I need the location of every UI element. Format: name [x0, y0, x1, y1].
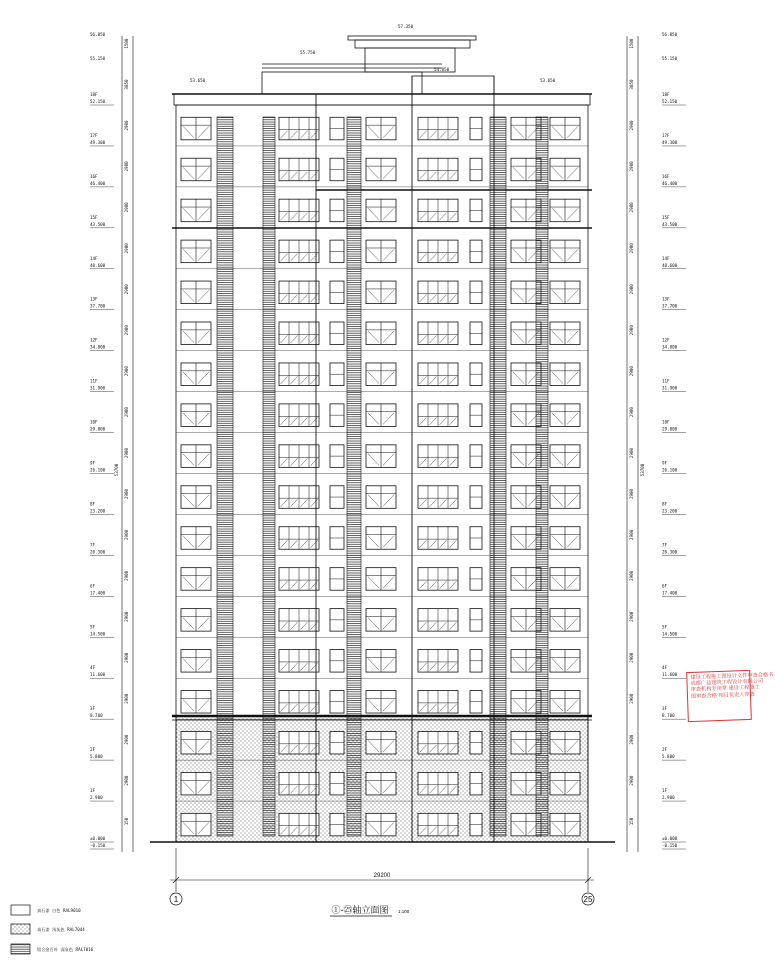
level-elevation: ±0.000: [662, 836, 678, 841]
floor-label: 15F: [90, 214, 98, 220]
level-elevation: 52.150: [662, 99, 678, 104]
window: [279, 404, 319, 427]
dim-label: 2900: [629, 284, 634, 295]
window: [366, 486, 396, 509]
window: [279, 731, 319, 754]
level-elevation: 2.900: [90, 795, 103, 801]
floor-label: 17F: [90, 132, 98, 138]
level-elevation: 43.500: [662, 221, 678, 227]
dim-label: 2900: [629, 734, 634, 745]
floor-label: 17F: [662, 132, 670, 138]
dim-label: 2900: [629, 652, 634, 663]
floor-label: 13F: [90, 296, 98, 302]
floor-label: 7F: [662, 542, 668, 548]
window: [418, 527, 458, 550]
level-elevation: 11.600: [662, 672, 678, 678]
window: [366, 691, 396, 714]
level-elevation: 49.300: [662, 139, 678, 145]
window: [418, 445, 458, 468]
window: [418, 158, 458, 181]
window: [181, 363, 211, 386]
window: [330, 772, 344, 795]
dim-label: 2900: [124, 734, 129, 745]
window: [181, 691, 211, 714]
level-elevation: -0.150: [90, 843, 106, 848]
window: [550, 117, 580, 140]
stair-tower: [412, 76, 494, 94]
window: [279, 240, 319, 263]
legend: [11, 905, 94, 954]
window: [181, 486, 211, 509]
floor-label: 9F: [90, 460, 96, 466]
legend-text-plain: 真石漆 白色 RAL9010: [37, 908, 81, 913]
window: [330, 813, 344, 836]
level-elevation: 34.800: [662, 344, 678, 350]
window: [366, 117, 396, 140]
level-elevation: 20.300: [90, 549, 106, 555]
level-elevation: 46.400: [90, 180, 106, 186]
level-elevation: 5.800: [662, 754, 675, 760]
window: [418, 117, 458, 140]
level-elevation: 8.700: [90, 713, 103, 719]
window: [330, 158, 344, 181]
window: [470, 199, 482, 222]
window: [330, 568, 344, 591]
dim-label: 2900: [124, 284, 129, 295]
window: [550, 527, 580, 550]
window: [550, 609, 580, 632]
dim-label: 2900: [629, 570, 634, 581]
window: [550, 445, 580, 468]
floor-label: 3F: [90, 706, 96, 712]
parapet-left-elev: 53.650: [190, 78, 206, 83]
window: [279, 813, 319, 836]
louver-column: [217, 117, 233, 836]
dim-label: 2900: [124, 488, 129, 500]
overall-width-dim: 29200: [373, 873, 391, 879]
window: [181, 609, 211, 632]
dim-label: 2900: [629, 529, 634, 540]
window: [181, 568, 211, 591]
window: [181, 240, 211, 263]
window: [330, 404, 344, 427]
dim-label: 2900: [124, 120, 129, 131]
window: [470, 691, 482, 714]
level-elevation: 11.600: [90, 672, 106, 678]
parapet-right-elev: 53.650: [540, 78, 556, 83]
window: [470, 445, 482, 468]
window: [470, 772, 482, 795]
window: [470, 527, 482, 550]
window: [330, 486, 344, 509]
dim-label: 2900: [629, 447, 634, 459]
window: [330, 322, 344, 345]
level-elevation: 40.600: [662, 262, 678, 268]
window: [181, 813, 211, 836]
machine-top-elev-left: 56.850: [90, 32, 106, 37]
machine-room: [355, 40, 470, 48]
level-elevation: 29.000: [662, 426, 678, 432]
floor-label: 5F: [662, 624, 668, 630]
level-elevation: 23.200: [662, 508, 678, 514]
floor-label: 1F: [90, 788, 96, 794]
window: [330, 609, 344, 632]
dim-label: 2900: [629, 120, 634, 131]
floor-label: 4F: [662, 665, 668, 671]
window: [366, 363, 396, 386]
window: [330, 363, 344, 386]
dim-label: 2900: [629, 611, 634, 622]
window: [181, 281, 211, 304]
level-elevation: 26.100: [662, 467, 678, 473]
floor-label: 7F: [90, 542, 96, 548]
dim-label: 2900: [629, 366, 634, 377]
window: [181, 158, 211, 181]
stair-roof-elev: 54.850: [434, 67, 450, 72]
dim-label: 2900: [629, 775, 634, 786]
stamp-line: 成都广益建筑工程设计有限公司: [690, 678, 764, 688]
window: [279, 691, 319, 714]
dim-label: 2900: [124, 407, 129, 418]
window: [550, 363, 580, 386]
dim-label: 1500: [629, 38, 634, 49]
window: [279, 568, 319, 591]
level-elevation: 34.800: [90, 344, 106, 350]
level-elevation: 49.300: [90, 139, 106, 145]
review-stamp: [686, 670, 774, 722]
window: [418, 199, 458, 222]
axis-label-right: 25: [583, 895, 593, 904]
machine-top2-elev-left: 55.150: [90, 56, 106, 61]
floor-label: 6F: [662, 583, 668, 589]
machine-top-elev-right: 56.850: [662, 32, 678, 37]
window: [470, 281, 482, 304]
level-elevation: 37.700: [90, 303, 106, 309]
window: [181, 117, 211, 140]
window: [470, 650, 482, 673]
level-elevation: 17.400: [90, 590, 106, 596]
window: [550, 158, 580, 181]
window: [366, 568, 396, 591]
window: [366, 199, 396, 222]
window: [550, 322, 580, 345]
floor-label: 11F: [90, 378, 98, 384]
window: [550, 240, 580, 263]
window: [470, 731, 482, 754]
floor-label: 2F: [662, 747, 668, 753]
window: [418, 240, 458, 263]
window: [366, 322, 396, 345]
dim-label: 2900: [124, 366, 129, 377]
level-elevation: 17.400: [662, 590, 678, 596]
window: [181, 772, 211, 795]
window: [470, 322, 482, 345]
window: [470, 609, 482, 632]
dim-label: 3850: [124, 79, 129, 90]
window: [181, 445, 211, 468]
window: [279, 322, 319, 345]
roof-parapet-left: [262, 72, 422, 94]
level-elevation: 5.800: [90, 754, 103, 760]
floor-label: 18F: [662, 92, 670, 97]
floor-label: 1F: [662, 788, 668, 794]
window: [181, 404, 211, 427]
window: [279, 158, 319, 181]
level-elevation: ±0.000: [90, 836, 106, 841]
window: [418, 691, 458, 714]
legend-swatch-hatched: [11, 944, 30, 954]
dim-label: 2900: [124, 529, 129, 540]
window: [366, 731, 396, 754]
window: [418, 322, 458, 345]
stamp-line: 图审查合格 项目负责人审查: [690, 691, 755, 700]
dim-label: 2900: [124, 775, 129, 786]
louver-column: [536, 117, 548, 836]
dim-label: 3850: [629, 79, 634, 90]
window: [550, 281, 580, 304]
window: [418, 609, 458, 632]
window: [366, 404, 396, 427]
window: [330, 650, 344, 673]
dim-label: 2900: [124, 611, 129, 622]
dim-label: 2900: [629, 243, 634, 254]
window: [330, 445, 344, 468]
louver-column: [263, 117, 275, 836]
floor-label: 14F: [662, 255, 670, 261]
dim-label: 2900: [629, 407, 634, 418]
floor-label: 10F: [662, 419, 670, 425]
window: [181, 199, 211, 222]
window: [470, 813, 482, 836]
window: [330, 199, 344, 222]
window: [470, 158, 482, 181]
dim-label: 2900: [124, 202, 129, 213]
window: [470, 117, 482, 140]
legend-swatch-dotted: [11, 924, 30, 934]
roof-top-elev: 57.350: [398, 24, 414, 29]
window: [181, 527, 211, 550]
level-elevation: 37.700: [662, 303, 678, 309]
window: [279, 281, 319, 304]
window: [418, 650, 458, 673]
window: [279, 199, 319, 222]
dim-label: 2900: [124, 325, 129, 336]
window: [330, 117, 344, 140]
floor-label: 16F: [90, 173, 98, 179]
floor-label: 10F: [90, 419, 98, 425]
dim-label: 2900: [124, 652, 129, 663]
window: [366, 527, 396, 550]
window: [470, 404, 482, 427]
dim-label: 150: [124, 817, 129, 826]
floor-label: 8F: [662, 501, 668, 507]
dim-label: 2900: [629, 161, 634, 172]
dim-label: 2900: [629, 693, 634, 704]
machine-top2-elev-right: 55.150: [662, 56, 678, 61]
window: [418, 404, 458, 427]
window: [279, 650, 319, 673]
window: [279, 117, 319, 140]
floor-label: 18F: [90, 92, 98, 97]
window: [550, 404, 580, 427]
window: [550, 813, 580, 836]
floor-label: 9F: [662, 460, 668, 466]
window: [366, 240, 396, 263]
window: [279, 486, 319, 509]
window: [330, 691, 344, 714]
level-elevation: 40.600: [90, 262, 106, 268]
level-elevation: 46.400: [662, 180, 678, 186]
dim-label: 150: [629, 817, 634, 826]
level-elevation: 31.900: [90, 385, 106, 391]
window: [279, 445, 319, 468]
level-elevation: 29.000: [90, 426, 106, 432]
window: [330, 240, 344, 263]
window: [550, 199, 580, 222]
rooftop-structures: [262, 36, 494, 94]
dim-label: 2900: [124, 693, 129, 704]
floor-label: 4F: [90, 665, 96, 671]
floor-label: 6F: [90, 583, 96, 589]
level-elevation: 52.150: [90, 99, 106, 104]
window: [550, 486, 580, 509]
level-elevation: 8.700: [662, 713, 675, 719]
legend-text-hatched: 铝合金百叶 深灰色 RAL7016: [37, 947, 94, 952]
window: [366, 650, 396, 673]
window: [366, 609, 396, 632]
window: [550, 650, 580, 673]
window: [330, 281, 344, 304]
window: [279, 363, 319, 386]
window: [181, 731, 211, 754]
window: [470, 363, 482, 386]
window: [279, 772, 319, 795]
legend-swatch-plain: [11, 905, 30, 915]
floor-label: 16F: [662, 173, 670, 179]
level-elevation: 43.500: [90, 221, 106, 227]
legend-text-dotted: 真石漆 浅灰色 RAL7044: [37, 927, 85, 932]
dim-label: 2900: [629, 325, 634, 336]
window: [418, 568, 458, 591]
dim-label: 2900: [124, 447, 129, 459]
floor-label: 12F: [90, 337, 98, 343]
window: [330, 527, 344, 550]
window: [418, 731, 458, 754]
dim-label: 2900: [629, 488, 634, 500]
window: [418, 486, 458, 509]
window: [470, 568, 482, 591]
window: [330, 731, 344, 754]
stamp-line: 建设工程施工图设计文件审查合格书: [690, 672, 774, 681]
roof-mid-elev: 55.750: [300, 50, 316, 55]
window: [550, 731, 580, 754]
louver-column: [347, 117, 361, 836]
louver-column: [490, 117, 506, 836]
dim-label: 2900: [124, 243, 129, 254]
level-elevation: 14.500: [662, 631, 678, 637]
level-elevation: 26.100: [90, 467, 106, 473]
window: [366, 772, 396, 795]
drawing-scale: 1:100: [398, 909, 410, 914]
machine-room-top: [348, 36, 476, 40]
floor-label: 3F: [662, 706, 668, 712]
dim-label: 2900: [629, 202, 634, 213]
level-elevation: 31.900: [662, 385, 678, 391]
floor-label: 2F: [90, 747, 96, 753]
floor-label: 11F: [662, 378, 670, 384]
window: [366, 281, 396, 304]
window: [418, 813, 458, 836]
window: [550, 568, 580, 591]
level-elevation: 20.300: [662, 549, 678, 555]
floor-label: 5F: [90, 624, 96, 630]
floor-label: 15F: [662, 214, 670, 220]
window: [279, 609, 319, 632]
total-height-dim-left: 53700: [114, 463, 119, 477]
window: [181, 322, 211, 345]
floor-label: 8F: [90, 501, 96, 507]
drawing-title: ①-㉕轴立面图: [331, 905, 389, 915]
stamp-line: 审查机构专用章 建设工程施工: [690, 684, 760, 694]
dim-label: 1500: [124, 38, 129, 49]
floor-label: 12F: [662, 337, 670, 343]
window: [418, 281, 458, 304]
axis-label-left: 1: [173, 895, 179, 904]
level-elevation: -0.150: [662, 843, 678, 848]
level-elevation: 14.500: [90, 631, 106, 637]
level-elevation: 23.200: [90, 508, 106, 514]
window: [279, 527, 319, 550]
window: [470, 240, 482, 263]
window: [550, 772, 580, 795]
floor-label: 13F: [662, 296, 670, 302]
total-height-dim-right: 53700: [640, 463, 645, 477]
window: [550, 691, 580, 714]
window: [418, 363, 458, 386]
window: [366, 445, 396, 468]
level-elevation: 2.900: [662, 795, 675, 801]
window: [418, 772, 458, 795]
window: [366, 158, 396, 181]
window: [181, 650, 211, 673]
window: [366, 813, 396, 836]
floor-label: 14F: [90, 255, 98, 261]
window: [470, 486, 482, 509]
dim-label: 2900: [124, 161, 129, 172]
dim-label: 2900: [124, 570, 129, 581]
